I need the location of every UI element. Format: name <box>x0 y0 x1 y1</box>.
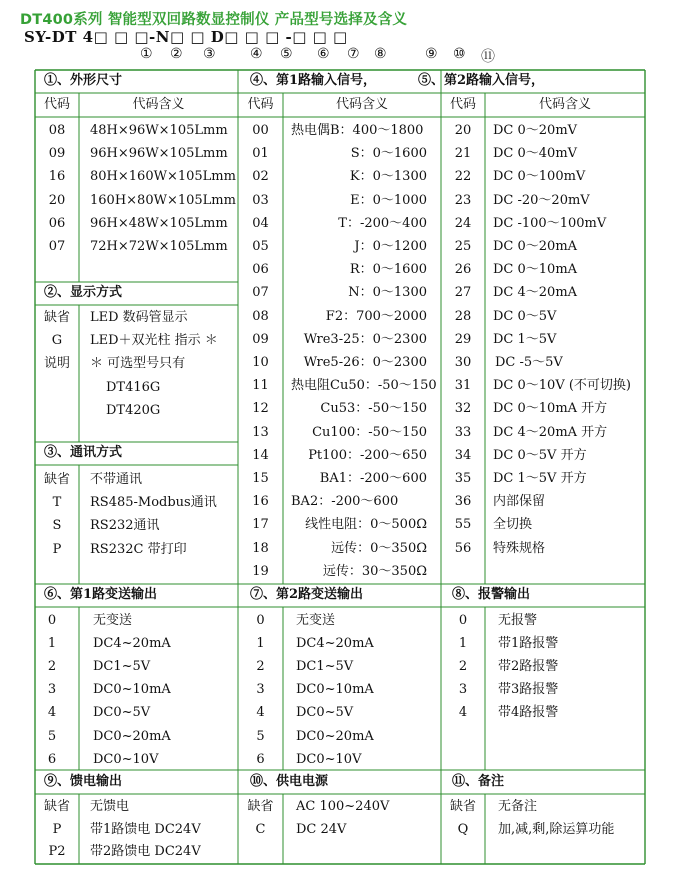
table-cell-code: 2 <box>47 659 57 675</box>
column-header-meaning: 代码含义 <box>538 97 591 112</box>
table-cell-code: G <box>51 333 63 349</box>
table-cell-code: 缺省 <box>43 310 70 325</box>
table-cell-code: S <box>52 518 62 534</box>
table-cell-code: 1 <box>47 636 57 652</box>
column-header-code: 代码 <box>247 97 274 112</box>
table-cell-meaning: DC1~5V <box>296 659 354 675</box>
position-number: ② <box>170 46 183 62</box>
table-cell-meaning: 内部保留 <box>493 494 546 510</box>
table-cell-code: 22 <box>454 169 472 185</box>
table-cell-meaning: RS232通讯 <box>90 518 160 534</box>
table-cell-meaning: 特殊规格 <box>493 540 546 556</box>
table-cell-meaning: 72H×72W×105Lmm <box>90 239 228 254</box>
table-cell-meaning: DC 0～5V <box>493 308 557 324</box>
table-cell-meaning: 96H×96W×105Lmm <box>90 146 228 162</box>
table-cell-meaning: DC 24V <box>296 821 347 837</box>
table-cell-meaning: Wre3-25：0～2300 <box>303 331 427 347</box>
table-cell-code: 20 <box>48 192 66 208</box>
table-cell-meaning: 带4路报警 <box>498 705 559 721</box>
table-cell-code: 27 <box>454 285 472 301</box>
table-cell-code: 16 <box>48 169 66 185</box>
table-cell-meaning: 160H×80W×105Lmm <box>90 192 236 208</box>
table-cell-meaning: DC 4～20mA 开方 <box>493 424 608 440</box>
table-cell-code: 1 <box>256 636 265 652</box>
table-cell-code: 28 <box>454 308 472 324</box>
table-cell-meaning: 48H×96W×105Lmm <box>90 123 228 138</box>
table-cell-meaning: RS485-Modbus通讯 <box>90 495 217 511</box>
table-cell-code: P <box>52 821 62 837</box>
table-cell-code: 21 <box>454 146 472 162</box>
table-cell-meaning: DC -100～100mV <box>493 215 607 231</box>
column-header-code: 代码 <box>43 97 70 112</box>
table-cell-meaning: DC4~20mA <box>296 636 374 652</box>
table-cell-code: 13 <box>252 424 269 440</box>
section-title-input-1: ④、第1路输入信号， <box>250 73 377 88</box>
table-cell-code: 19 <box>252 563 269 579</box>
table-cell-meaning: DC 0～20mA <box>493 239 578 254</box>
section-title-display: ②、显示方式 <box>44 285 123 300</box>
table-cell-code: 0 <box>256 613 265 628</box>
table-cell-code: 00 <box>252 123 269 138</box>
table-cell-meaning: 加,减,剩,除运算功能 <box>498 821 615 837</box>
table-cell-meaning: 无报警 <box>498 613 538 628</box>
table-cell-meaning: 全切换 <box>493 517 533 533</box>
table-cell-code: 06 <box>48 215 66 231</box>
table-cell-code: 24 <box>454 215 472 231</box>
table-cell-meaning: 带3路报警 <box>498 682 559 698</box>
table-cell-code: 35 <box>454 471 472 486</box>
table-cell-code: 01 <box>252 146 269 162</box>
position-number: ⑥ <box>317 46 330 62</box>
table-cell-code: 31 <box>454 378 472 394</box>
table-cell-code: 4 <box>47 705 57 721</box>
table-cell-meaning: K：0～1300 <box>349 169 427 185</box>
table-cell-meaning: Cu53：-50～150 <box>320 401 427 417</box>
table-cell-meaning: T：-200～400 <box>338 215 427 231</box>
table-cell-meaning: DC0~5V <box>296 705 354 721</box>
table-cell-code: 07 <box>252 285 269 301</box>
section-title-output-1: ⑥、第1路变送输出 <box>44 587 158 602</box>
table-cell-code: 07 <box>48 239 66 254</box>
table-cell-code: 10 <box>252 355 269 370</box>
position-number: ⑩ <box>453 46 466 62</box>
table-cell-code: 09 <box>252 331 269 347</box>
table-cell-code: Q <box>457 821 469 837</box>
table-cell-meaning: 带1路馈电 DC24V <box>90 821 201 837</box>
table-cell-meaning: N：0～1300 <box>348 285 427 301</box>
table-cell-meaning: S：0～1600 <box>350 146 427 162</box>
table-cell-meaning: R：0～1600 <box>349 262 427 278</box>
table-cell-meaning: DC0~20mA <box>296 728 374 744</box>
table-cell-code: 6 <box>47 751 57 767</box>
table-cell-code: 0 <box>458 613 468 628</box>
table-cell-meaning: DC 0～10V (不可切换) <box>493 378 631 394</box>
table-cell-code: 0 <box>47 613 57 628</box>
table-cell-code: 5 <box>47 728 57 744</box>
table-cell-code: 3 <box>47 682 57 698</box>
position-number: ⑪ <box>481 49 495 65</box>
table-cell-code: 缺省 <box>449 799 476 814</box>
table-cell-meaning: BA2：-200～600 <box>291 494 399 510</box>
table-cell-code: 缺省 <box>247 799 274 814</box>
table-cell-code: 23 <box>454 192 472 208</box>
position-number: ⑧ <box>374 46 387 62</box>
table-cell-code: 12 <box>252 401 269 417</box>
table-cell-code: 说明 <box>43 356 70 372</box>
table-cell-code: 36 <box>454 494 472 510</box>
table-cell-meaning: DC 0～40mV <box>493 146 578 162</box>
table-cell-code: 04 <box>252 215 269 231</box>
table-cell-code: 5 <box>256 728 265 744</box>
table-cell-meaning: DC0~10V <box>296 751 362 767</box>
table-cell-meaning: 带1路报警 <box>498 636 559 652</box>
table-cell-code: 02 <box>252 169 269 185</box>
table-cell-meaning: LED＋双光柱 指示 ＊ <box>90 333 218 349</box>
column-header-meaning: 代码含义 <box>335 97 388 112</box>
table-cell-meaning: Wre5-26：0～2300 <box>303 355 427 370</box>
table-cell-meaning: J：0～1200 <box>354 239 427 254</box>
table-cell-code: C <box>255 821 266 837</box>
table-cell-meaning: DT420G <box>106 402 161 418</box>
table-cell-code: 05 <box>252 239 269 254</box>
column-header-meaning: 代码含义 <box>132 97 185 112</box>
table-cell-meaning: 线性电阻：0～500Ω <box>305 517 427 533</box>
table-cell-code: 25 <box>454 239 472 254</box>
table-cell-meaning: 热电偶B：400～1800 <box>291 123 424 138</box>
section-title-remarks: ⑪、备注 <box>452 774 505 789</box>
table-cell-code: 11 <box>252 378 269 394</box>
section-title-shape: ①、外形尺寸 <box>44 73 123 88</box>
table-cell-meaning: DC -5～5V <box>495 355 563 370</box>
table-cell-meaning: Cu100：-50～150 <box>312 424 427 440</box>
table-cell-code: P <box>52 541 62 557</box>
table-cell-meaning: F2：700～2000 <box>325 308 427 324</box>
page-title: DT400系列 智能型双回路数显控制仪 产品型号选择及含义 <box>20 12 408 28</box>
table-cell-code: 缺省 <box>43 799 70 814</box>
table-cell-meaning: 无变送 <box>296 613 336 628</box>
table-cell-meaning: DC 0～5V 开方 <box>493 447 587 463</box>
table-cell-code: 6 <box>256 751 265 767</box>
position-number: ⑤ <box>280 46 293 62</box>
table-cell-meaning: DC4~20mA <box>93 636 171 652</box>
table-cell-meaning: DC 0～10mA <box>493 262 578 278</box>
section-title-communication: ③、通讯方式 <box>44 445 123 460</box>
table-cell-code: 08 <box>48 123 66 138</box>
table-cell-meaning: 带2路报警 <box>498 659 559 675</box>
table-cell-code: 2 <box>256 659 265 675</box>
table-cell-code: 56 <box>454 540 472 556</box>
section-title-power: ⑩、供电电源 <box>250 774 329 789</box>
table-cell-code: 06 <box>252 262 269 278</box>
table-cell-meaning: DC 0～100mV <box>493 169 586 185</box>
table-cell-code: 32 <box>454 401 472 417</box>
table-cell-meaning: 热电阻Cu50：-50～150 <box>291 378 437 394</box>
table-cell-meaning: DC0~10mA <box>93 682 171 698</box>
section-title-feed-output: ⑨、馈电输出 <box>44 774 123 789</box>
table-cell-code: 18 <box>252 540 269 556</box>
table-cell-meaning: 远传：0～350Ω <box>331 540 427 556</box>
table-cell-code: 33 <box>454 424 472 440</box>
table-cell-meaning: DC 0～10mA 开方 <box>493 401 608 417</box>
table-cell-code: 20 <box>454 123 472 138</box>
table-cell-meaning: AC 100~240V <box>296 799 390 814</box>
table-cell-code: 2 <box>458 659 468 675</box>
table-cell-code: 14 <box>252 447 269 463</box>
position-number: ① <box>140 46 153 62</box>
table-cell-meaning: DT416G <box>106 379 161 395</box>
table-cell-meaning: RS232C 带打印 <box>90 541 187 557</box>
table-cell-code: 4 <box>458 705 468 721</box>
table-cell-code: 1 <box>458 636 468 652</box>
model-code-template: SY-DT 4□ □ □-N□ □ D□ □ □ -□ □ □ <box>24 28 348 46</box>
table-cell-code: 09 <box>48 146 66 162</box>
table-cell-code: 08 <box>252 308 269 324</box>
table-cell-meaning: DC0~10V <box>93 751 159 767</box>
position-number: ③ <box>203 46 216 62</box>
table-cell-meaning: 96H×48W×105Lmm <box>90 215 228 231</box>
table-cell-meaning: 80H×160W×105Lmm <box>90 169 236 185</box>
section-title-input-2: ⑤、第2路输入信号， <box>418 73 545 88</box>
table-cell-code: 16 <box>252 494 269 510</box>
table-cell-code: 29 <box>454 331 472 347</box>
section-title-output-2: ⑦、第2路变送输出 <box>250 587 364 602</box>
table-cell-meaning: DC1~5V <box>93 659 151 675</box>
table-cell-meaning: DC0~5V <box>93 705 151 721</box>
table-cell-code: 3 <box>458 682 468 698</box>
position-number: ⑨ <box>425 46 438 62</box>
table-cell-meaning: LED 数码管显示 <box>90 310 188 325</box>
table-cell-meaning: DC0~20mA <box>93 728 171 744</box>
table-cell-meaning: DC0~10mA <box>296 682 374 698</box>
table-cell-meaning: E：0～1000 <box>350 192 427 208</box>
table-cell-meaning: DC 1～5V <box>493 331 557 347</box>
table-cell-meaning: BA1：-200～600 <box>319 471 427 486</box>
table-cell-meaning: 不带通讯 <box>90 472 143 487</box>
table-cell-code: 26 <box>454 262 472 278</box>
table-cell-code: 3 <box>256 682 265 698</box>
table-cell-meaning: Pt100：-200～650 <box>308 447 427 463</box>
table-cell-code: 17 <box>252 517 269 533</box>
column-header-code: 代码 <box>449 97 476 112</box>
table-cell-meaning: 带2路馈电 DC24V <box>90 844 201 859</box>
table-cell-meaning: DC 1～5V 开方 <box>493 471 587 486</box>
table-cell-meaning: 无馈电 <box>90 799 130 814</box>
table-cell-meaning: 远传：30～350Ω <box>322 563 427 579</box>
position-number: ④ <box>250 46 263 62</box>
table-cell-code: 30 <box>454 355 472 370</box>
table-cell-meaning: DC 0～20mV <box>493 123 578 138</box>
table-cell-code: 15 <box>252 471 269 486</box>
table-cell-meaning: DC 4～20mA <box>493 285 578 301</box>
table-cell-code: 缺省 <box>43 472 70 487</box>
table-cell-code: 4 <box>256 705 265 721</box>
table-cell-meaning: 无变送 <box>93 613 133 628</box>
table-cell-code: T <box>52 495 62 511</box>
table-cell-meaning: DC -20～20mV <box>493 192 590 208</box>
table-cell-meaning: 无备注 <box>498 799 538 814</box>
table-cell-code: 03 <box>252 192 269 208</box>
position-number: ⑦ <box>347 46 360 62</box>
table-cell-meaning: ＊ 可选型号只有 <box>90 356 186 372</box>
section-title-alarm: ⑧、报警输出 <box>452 587 531 602</box>
table-cell-code: P2 <box>48 844 66 859</box>
table-cell-code: 55 <box>454 517 472 533</box>
table-cell-code: 34 <box>454 447 472 463</box>
